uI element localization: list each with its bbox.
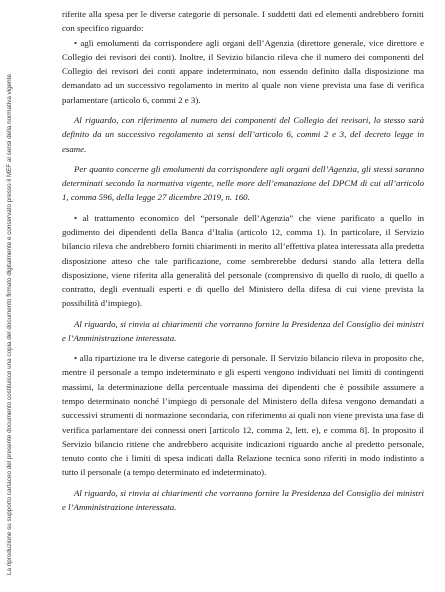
bullet-trattamento-economico: • al trattamento economico del “personale dell’Agenzia” che viene parificato a quello in godimento dei dipendenti della Banca d’Italia (articolo 12, comma 1). In particolare, il Servizio bilancio rileva che andrebbero forniti chiarimenti in merito all’effettiva platea interessata alla predetta disposizione atteso che tale parificazione, come sembrerebbe dedursi stando alla lettera della disposizione, viene riferita alla generalità del personale (comprensivo di quello di ruolo, di quello a contratto, degli eventuali esperti e di quello del Ministero della difesa di cui viene prevista la possibilità d’impiego). bbox=[62, 212, 424, 309]
reply-collegio-revisori: Al riguardo, con riferimento al numero dei componenti del Collegio dei revisori, lo stesso sarà definito da un successivo regolamento ai sensi dell’articolo 6, commi 2 e 3, del decreto legge in esame. bbox=[62, 114, 424, 154]
bullet-emolumenti-organi: • agli emolumenti da corrispondere agli organi dell’Agenzia (direttore generale, vice direttore e Collegio dei revisori dei conti). Inoltre, il Sevizio bilancio rileva che il numero dei componenti del Collegio dei revisori dei conti appare indeterminato, non essendo definito dalla disposizione ma demandato ad un successivo regolamento in merito al quale non viene prevista una fase di verifica parlamentare (articolo 6, commi 2 e 3). bbox=[62, 37, 424, 105]
conformity-side-note: La riproduzione su supporto cartaceo del presente documento costituisce una copia del documento firmato digitalmente e conservato presso il MEF ai sensi della normativa vigente. bbox=[6, 72, 13, 575]
paragraph-intro: riferite alla spesa per le diverse categorie di personale. I suddetti dati ed elementi andrebbero forniti con specifico riguardo: bbox=[62, 9, 424, 34]
reply-ripartizione-personale: Al riguardo, si rinvia ai chiarimenti che vorranno fornire la Presidenza del Consiglio dei ministri e l’Amministrazione interessata. bbox=[62, 487, 424, 512]
reply-emolumenti: Per quanto concerne gli emolumenti da corrispondere agli organi dell’Agenzia, gli stessi saranno determinati secondo la normativa vigente, nelle more dell’emanazione del DPCM di cui all’articolo 1, comma 596, della legge 27 dicembre 2019, n. 160. bbox=[62, 163, 424, 203]
bullet-ripartizione-personale: • alla ripartizione tra le diverse categorie di personale. Il Servizio bilancio rileva in proposito che, mentre il personale a tempo indeterminato e gli esperti vengono individuati nei limiti di contingenti massimi, la determinazione della percentuale massima dei dipendenti che è possibile assumere a tempo determinato nonché l’impiego di personale del Ministero della difesa vengono demandati a successivi strumenti di normazione secondaria, con riferimento ai quali non viene prevista una fase di verifica parlamentare dei connessi oneri [articolo 12, comma 2, lett. e), e comma 8]. In proposito il Servizio bilancio ritiene che andrebbero acquisite indicazioni riguardo anche al predetto personale, tenuto conto che i limiti di spesa indicati dalla Relazione tecnica sono riferiti in modo indistinto a tutto il personale (a tempo determinato ed indeterminato). bbox=[62, 353, 424, 478]
document-page bbox=[62, 7, 424, 514]
reply-trattamento-economico: Al riguardo, si rinvia ai chiarimenti che vorranno fornire la Presidenza del Consiglio dei ministri e l’Amministrazione interessata. bbox=[62, 318, 424, 343]
